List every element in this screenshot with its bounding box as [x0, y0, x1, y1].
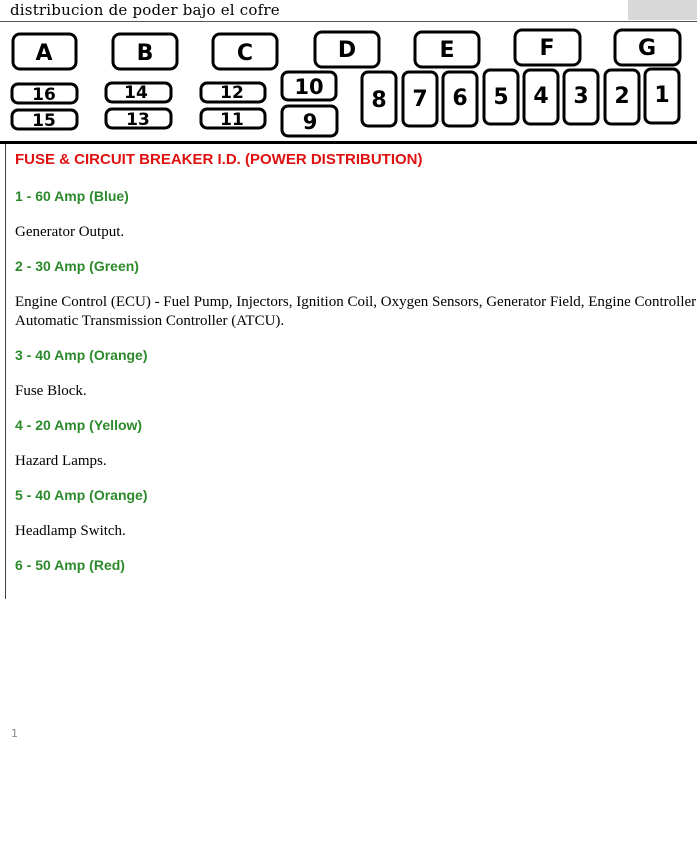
fuse-16-label: 16: [32, 85, 56, 105]
fuse-13-label: 13: [126, 110, 150, 130]
entry-4-amp: 4 - 20 Amp (Yellow): [15, 417, 143, 433]
fuse-1: [645, 69, 679, 123]
fuse-5-label: 5: [493, 85, 509, 110]
entry-1-amp: 1 - 60 Amp (Blue): [15, 188, 129, 204]
fuse-8-label: 8: [371, 88, 387, 113]
divider-line: [0, 141, 697, 144]
page-title: distribucion de poder bajo el cofre: [10, 1, 280, 19]
entry-3-desc-line-1: Fuse Block.: [15, 383, 87, 399]
fuse-2: [605, 70, 639, 124]
fuse-box-diagram: [0, 22, 697, 142]
fuse-e: [415, 32, 479, 67]
entry-5-desc-line-1: Headlamp Switch.: [15, 523, 126, 539]
fuse-2-label: 2: [614, 84, 630, 109]
fuse-3-label: 3: [573, 84, 589, 109]
fuse-4: [524, 70, 558, 124]
entry-3-desc: [15, 382, 697, 401]
fuse-13: [106, 109, 171, 130]
entry-2-desc-line-1: Engine Control (ECU) - Fuel Pump, Injectors, Ignition Coil, Oxygen Sensors, Generator Field, Engine Controller: [15, 294, 697, 310]
fuse-d: [315, 32, 379, 67]
fuse-a-label: A: [35, 41, 53, 66]
fuse-12: [201, 83, 265, 103]
fuse-6: [443, 72, 477, 126]
fuse-g-label: G: [637, 36, 657, 61]
fuse-1-label: 1: [654, 83, 670, 108]
fuse-f-label: F: [539, 36, 555, 61]
fuse-7-label: 7: [412, 87, 428, 112]
entry-5-desc: [15, 522, 697, 541]
fuse-id-document: [15, 151, 697, 592]
fuse-10-label: 10: [294, 75, 324, 99]
fuse-e-label: E: [439, 38, 455, 63]
fuse-4-label: 4: [533, 84, 549, 109]
fuse-15-label: 15: [32, 111, 56, 131]
fuse-d-label: D: [337, 38, 357, 63]
fuse-8: [362, 72, 396, 126]
fuse-6-label: 6: [452, 86, 468, 111]
fuse-3: [564, 70, 598, 124]
stray-mark: 1: [11, 727, 18, 740]
fuse-11-label: 11: [220, 110, 244, 130]
fuse-f: [515, 30, 580, 65]
fuse-9-label: 9: [302, 110, 318, 134]
entry-2-desc: [15, 293, 697, 331]
fuse-a: [13, 34, 76, 69]
fuse-c: [213, 34, 277, 69]
fuse-b-label: B: [136, 41, 154, 66]
fuse-c-label: C: [236, 41, 254, 66]
fuse-g: [615, 30, 680, 65]
entry-2-desc-line-2: Automatic Transmission Controller (ATCU).: [15, 313, 285, 329]
entry-1-desc: [15, 223, 697, 242]
entry-1-desc-line-1: Generator Output.: [15, 224, 125, 240]
entry-6-amp: 6 - 50 Amp (Red): [15, 557, 125, 573]
fuse-16: [12, 84, 77, 105]
entry-5-amp: 5 - 40 Amp (Orange): [15, 487, 148, 503]
fuse-11: [201, 109, 265, 130]
title-bar: [0, 0, 697, 22]
fuse-5: [484, 70, 518, 124]
fuse-14-label: 14: [124, 83, 148, 103]
fuse-9: [282, 106, 337, 136]
fuse-12-label: 12: [220, 83, 244, 103]
fuse-14: [106, 83, 171, 103]
title-gray-block: [628, 0, 697, 20]
document-heading: FUSE & CIRCUIT BREAKER I.D. (POWER DISTRIBUTION): [15, 151, 423, 168]
left-border-line: [5, 144, 6, 599]
fuse-7: [403, 72, 437, 126]
entry-4-desc: [15, 452, 697, 471]
entry-2-amp: 2 - 30 Amp (Green): [15, 258, 139, 274]
entry-4-desc-line-1: Hazard Lamps.: [15, 453, 107, 469]
fuse-10: [282, 72, 336, 100]
fuse-b: [113, 34, 177, 69]
fuse-15: [12, 110, 77, 131]
entry-3-amp: 3 - 40 Amp (Orange): [15, 347, 148, 363]
